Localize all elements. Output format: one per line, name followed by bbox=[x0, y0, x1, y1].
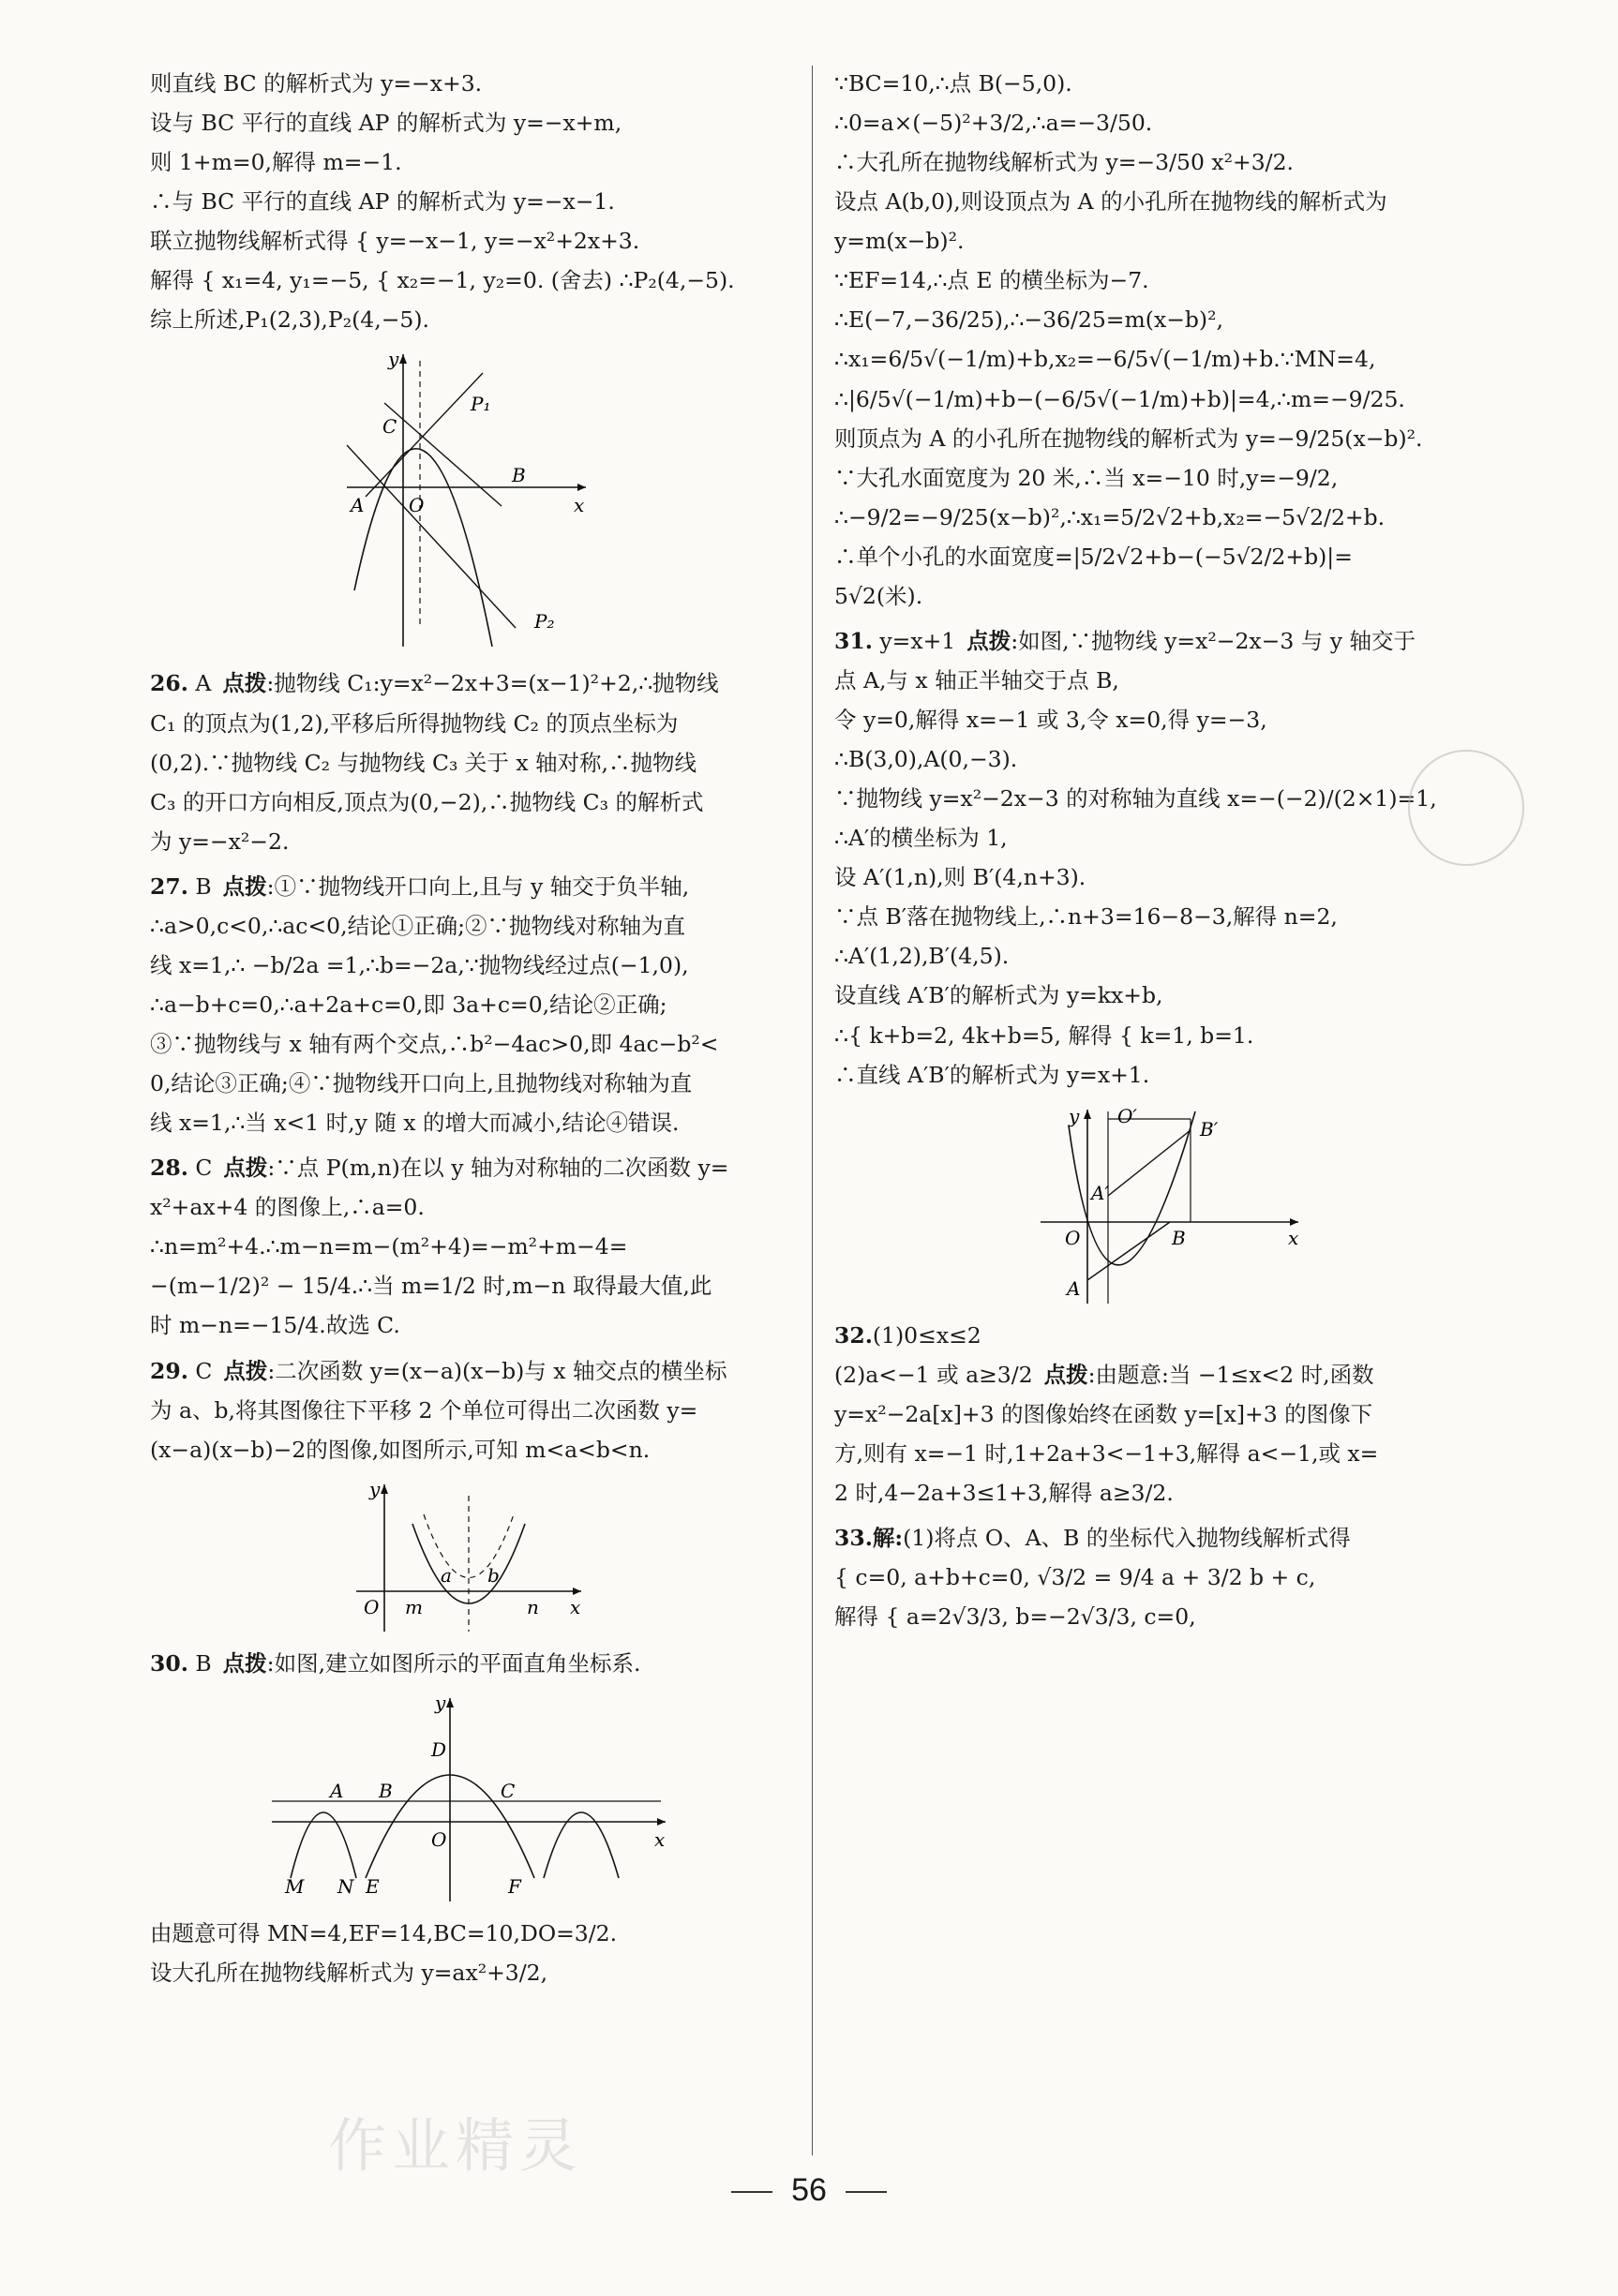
fig2-label-m: m bbox=[405, 1595, 423, 1618]
fig1-label-y: y bbox=[388, 348, 399, 371]
q30-cont-line: ∵BC=10,∴点 B(−5,0). bbox=[834, 70, 1072, 97]
fig4-label-o: O bbox=[1065, 1226, 1081, 1249]
q32-line: 方,则有 x=−1 时,1+2a+3<−1+3,解得 a<−1,或 x= bbox=[834, 1439, 1379, 1467]
fig3-label-b: B bbox=[379, 1779, 393, 1802]
q30-after-line: 设大孔所在抛物线解析式为 y=ax²+3/2, bbox=[150, 1959, 548, 1986]
q25-line: ∴与 BC 平行的直线 AP 的解析式为 y=−x−1. bbox=[150, 188, 615, 216]
left-column bbox=[150, 66, 787, 1994]
q33-line: { c=0, a+b+c=0, √3/2 = 9/4 a + 3/2 b + c, bbox=[834, 1564, 1316, 1590]
q26-hint-label: 点拨 bbox=[222, 670, 267, 697]
fig3-label-o: O bbox=[431, 1827, 447, 1851]
fig4-label-a: A bbox=[1067, 1276, 1081, 1300]
fig3-label-n: N bbox=[337, 1874, 354, 1898]
q30-answer: B bbox=[195, 1649, 212, 1677]
fig2-label-n: n bbox=[527, 1595, 539, 1618]
figure-bridge-arches bbox=[262, 1691, 675, 1906]
fig1-label-p1: P₁ bbox=[471, 393, 491, 416]
fig4-label-x: x bbox=[1288, 1226, 1299, 1249]
stamp-icon bbox=[1408, 750, 1524, 866]
q25-line: 综上所述,P₁(2,3),P₂(4,−5). bbox=[150, 306, 429, 334]
fig4-label-b: B bbox=[1172, 1226, 1186, 1249]
q26-line: C₁ 的顶点为(1,2),平移后所得抛物线 C₂ 的顶点坐标为 bbox=[150, 709, 679, 737]
right-column bbox=[834, 66, 1509, 1638]
q31-line: ∴{ k+b=2, 4k+b=5, 解得 { k=1, b=1. bbox=[834, 1021, 1254, 1049]
q30-cont-line: ∴单个小孔的水面宽度=|5/2√2+b−(−5√2/2+b)|= bbox=[834, 543, 1353, 570]
q31-answer: y=x+1 bbox=[879, 627, 956, 654]
q30-cont-line: ∴−9/2=−9/25(x−b)²,∴x₁=5/2√2+b,x₂=−5√2/2+b. bbox=[834, 503, 1386, 530]
dash-right bbox=[846, 2191, 887, 2193]
q30-after-figure bbox=[150, 1916, 787, 1990]
fig3-label-x: x bbox=[654, 1827, 666, 1851]
q31-line: ∴直线 A′B′的解析式为 y=x+1. bbox=[834, 1061, 1150, 1088]
q31-line: 设 A′(1,n),则 B′(4,n+3). bbox=[834, 864, 1086, 891]
fig2-label-y: y bbox=[369, 1477, 381, 1500]
q25-line: 则直线 BC 的解析式为 y=−x+3. bbox=[150, 70, 483, 97]
watermark: 作业精灵 bbox=[328, 2111, 584, 2180]
q25-line: 解得 { x₁=4, y₁=−5, { x₂=−1, y₂=0. (舍去) ∴P₂(4,−5). bbox=[150, 267, 735, 294]
q28-line: 时 m−n=−15/4.故选 C. bbox=[150, 1312, 400, 1339]
q27-hint-label: 点拨 bbox=[222, 872, 267, 900]
figure-parabola-p1-p2 bbox=[328, 347, 609, 656]
question-28 bbox=[150, 1150, 787, 1343]
q29-line: 为 a、b,将其图像往下平移 2 个单位可得出二次函数 y= bbox=[150, 1396, 698, 1424]
q30-cont-line: 5√2(米). bbox=[834, 582, 923, 609]
fig4-label-a-prime: A′ bbox=[1091, 1181, 1109, 1204]
q32-line: 2 时,4−2a+3≤1+3,解得 a≥3/2. bbox=[834, 1479, 1174, 1506]
q27-number: 27. bbox=[150, 872, 188, 900]
fig1-label-a: A bbox=[351, 494, 365, 517]
q26-answer: A bbox=[195, 670, 212, 697]
figure-shifted-parabola bbox=[347, 1477, 591, 1636]
fig1-label-o: O bbox=[409, 494, 425, 517]
q31-line: 令 y=0,解得 x=−1 或 3,令 x=0,得 y=−3, bbox=[834, 707, 1267, 733]
q28-line: −(m−1/2)² − 15/4.∴当 m=1/2 时,m−n 取得最大值,此 bbox=[150, 1273, 712, 1300]
q32-number: 32. bbox=[834, 1321, 873, 1349]
q25-line: 联立抛物线解析式得 { y=−x−1, y=−x²+2x+3. bbox=[150, 228, 640, 255]
fig3-label-a: A bbox=[330, 1779, 344, 1802]
column-divider bbox=[812, 66, 813, 2155]
q30-after-line: 由题意可得 MN=4,EF=14,BC=10,DO=3/2. bbox=[150, 1919, 618, 1946]
page-number bbox=[0, 2172, 1618, 2209]
q32-part2: (2)a<−1 或 a≥3/2 bbox=[834, 1361, 1033, 1388]
page-number-text: 56 bbox=[791, 2172, 827, 2208]
q27-line: 线 x=1,∴ −b/2a =1,∴b=−2a,∵抛物线经过点(−1,0), bbox=[150, 951, 689, 978]
q30-cont-line: ∴x₁=6/5√(−1/m)+b,x₂=−6/5√(−1/m)+b.∵MN=4, bbox=[834, 346, 1376, 373]
q27-line: ③∵抛物线与 x 轴有两个交点,∴b²−4ac>0,即 4ac−b²< bbox=[150, 1031, 719, 1057]
q26-line: 为 y=−x²−2. bbox=[150, 827, 290, 855]
q28-line: ∴n=m²+4.∴m−n=m−(m²+4)=−m²+m−4= bbox=[150, 1233, 628, 1260]
q31-line: ∵抛物线 y=x²−2x−3 的对称轴为直线 x=−(−2)/(2×1)=1, bbox=[834, 785, 1437, 813]
question-30 bbox=[150, 1646, 787, 1681]
q29-line: (x−a)(x−b)−2的图像,如图所示,可知 m<a<b<n. bbox=[150, 1436, 651, 1463]
question-29 bbox=[150, 1353, 787, 1468]
q28-answer: C bbox=[195, 1155, 213, 1182]
q30-cont-line: ∵EF=14,∴点 E 的横坐标为−7. bbox=[834, 267, 1149, 294]
q33-line: 解得 { a=2√3/3, b=−2√3/3, c=0, bbox=[834, 1603, 1196, 1631]
q30-cont-line: 设点 A(b,0),则设顶点为 A 的小孔所在抛物线的解析式为 bbox=[834, 188, 1387, 216]
q33-line-0: (1)将点 O、A、B 的坐标代入抛物线解析式得 bbox=[903, 1524, 1351, 1551]
q31-line: ∴A′的横坐标为 1, bbox=[834, 825, 1008, 852]
q30-number: 30. bbox=[150, 1649, 188, 1677]
q30-hint-label: 点拨 bbox=[222, 1649, 267, 1677]
q31-number: 31. bbox=[834, 627, 873, 654]
q28-hint-label: 点拨 bbox=[223, 1155, 268, 1182]
q27-answer: B bbox=[195, 872, 212, 900]
fig2-label-x: x bbox=[570, 1595, 581, 1618]
q30-cont-line: ∴E(−7,−36/25),∴−36/25=m(x−b)², bbox=[834, 306, 1223, 334]
fig3-label-f: F bbox=[508, 1874, 521, 1898]
q27-line: ∴a>0,c<0,∴ac<0,结论①正确;②∵抛物线对称轴为直 bbox=[150, 912, 685, 939]
q29-answer: C bbox=[195, 1357, 213, 1384]
fig3-label-e: E bbox=[366, 1874, 380, 1898]
q27-line: 0,结论③正确;④∵抛物线开口向上,且抛物线对称轴为直 bbox=[150, 1070, 693, 1097]
fig4-label-b-prime: B′ bbox=[1200, 1117, 1219, 1141]
q28-line-0: :∵点 P(m,n)在以 y 轴为对称轴的二次函数 y= bbox=[267, 1155, 729, 1182]
fig1-label-b: B bbox=[512, 464, 526, 487]
fig3-label-m: M bbox=[285, 1874, 305, 1898]
q30-cont-line: y=m(x−b)². bbox=[834, 228, 965, 255]
q31-line: ∴B(3,0),A(0,−3). bbox=[834, 746, 1018, 773]
fig3-label-d: D bbox=[431, 1737, 447, 1761]
q32-line: y=x²−2a[x]+3 的图像始终在函数 y=[x]+3 的图像下 bbox=[834, 1400, 1373, 1427]
q26-line-0: :抛物线 C₁:y=x²−2x+3=(x−1)²+2,∴抛物线 bbox=[266, 670, 719, 697]
q31-line: 点 A,与 x 轴正半轴交于点 B, bbox=[834, 666, 1119, 693]
fig1-label-p2: P₂ bbox=[534, 610, 555, 634]
q31-hint-label: 点拨 bbox=[966, 627, 1011, 654]
q29-line-0: :二次函数 y=(x−a)(x−b)与 x 轴交点的横坐标 bbox=[267, 1357, 727, 1384]
q32-line-0: :由题意:当 −1≤x<2 时,函数 bbox=[1087, 1361, 1374, 1388]
q25-line: 设与 BC 平行的直线 AP 的解析式为 y=−x+m, bbox=[150, 110, 622, 137]
q27-line-0: :①∵抛物线开口向上,且与 y 轴交于负半轴, bbox=[266, 872, 690, 900]
q31-line: ∵点 B′落在抛物线上,∴n+3=16−8−3,解得 n=2, bbox=[834, 903, 1338, 931]
q32-hint-label: 点拨 bbox=[1043, 1361, 1088, 1388]
fig3-label-y: y bbox=[435, 1691, 446, 1714]
q30-continuation bbox=[834, 66, 1509, 614]
fig2-label-o: O bbox=[364, 1595, 380, 1618]
q30-cont-line: ∴|6/5√(−1/m)+b−(−6/5√(−1/m)+b)|=4,∴m=−9/25. bbox=[834, 385, 1405, 412]
q29-hint-label: 点拨 bbox=[223, 1357, 268, 1384]
q30-cont-line: 则顶点为 A 的小孔所在抛物线的解析式为 y=−9/25(x−b)². bbox=[834, 425, 1423, 452]
q33-number: 33. bbox=[834, 1524, 873, 1551]
dash-left bbox=[731, 2191, 772, 2193]
q31-line-0: :如图,∵抛物线 y=x²−2x−3 与 y 轴交于 bbox=[1011, 627, 1416, 654]
fig1-label-c: C bbox=[382, 415, 397, 439]
fig3-label-c: C bbox=[501, 1779, 516, 1802]
q26-line: (0,2).∵抛物线 C₂ 与抛物线 C₃ 关于 x 轴对称,∴抛物线 bbox=[150, 749, 697, 776]
question-32 bbox=[834, 1318, 1509, 1511]
fig2-label-a: a bbox=[441, 1563, 452, 1587]
q27-line: ∴a−b+c=0,∴a+2a+c=0,即 3a+c=0,结论②正确; bbox=[150, 991, 667, 1018]
fig2-label-b: b bbox=[487, 1563, 500, 1587]
q25-continuation bbox=[150, 66, 787, 337]
q28-number: 28. bbox=[150, 1155, 188, 1182]
fig4-label-o-prime: O′ bbox=[1117, 1104, 1137, 1127]
fig4-label-y: y bbox=[1069, 1104, 1080, 1127]
q27-line: 线 x=1,∴当 x<1 时,y 随 x 的增大而减小,结论④错误. bbox=[150, 1110, 680, 1137]
figure-translated-segment bbox=[1031, 1102, 1312, 1308]
question-31 bbox=[834, 623, 1509, 1093]
question-33 bbox=[834, 1520, 1509, 1634]
q29-number: 29. bbox=[150, 1357, 188, 1384]
q31-line: ∴A′(1,2),B′(4,5). bbox=[834, 943, 1010, 970]
q30-line-0: :如图,建立如图所示的平面直角坐标系. bbox=[266, 1649, 641, 1677]
fig1-label-x: x bbox=[574, 494, 585, 517]
q26-line: C₃ 的开口方向相反,顶点为(0,−2),∴抛物线 C₃ 的解析式 bbox=[150, 788, 704, 815]
q30-cont-line: ∴大孔所在抛物线解析式为 y=−3/50 x²+3/2. bbox=[834, 149, 1295, 176]
q26-number: 26. bbox=[150, 670, 188, 697]
q31-line: 设直线 A′B′的解析式为 y=kx+b, bbox=[834, 982, 1163, 1009]
q25-line: 则 1+m=0,解得 m=−1. bbox=[150, 149, 402, 176]
q30-cont-line: ∴0=a×(−5)²+3/2,∴a=−3/50. bbox=[834, 110, 1153, 137]
q30-cont-line: ∵大孔水面宽度为 20 米,∴当 x=−10 时,y=−9/2, bbox=[834, 464, 1339, 491]
q32-part1: (1)0≤x≤2 bbox=[872, 1321, 981, 1349]
q33-label: 解: bbox=[872, 1524, 904, 1551]
question-27 bbox=[150, 869, 787, 1141]
question-26 bbox=[150, 665, 787, 858]
q28-line: x²+ax+4 的图像上,∴a=0. bbox=[150, 1194, 425, 1221]
